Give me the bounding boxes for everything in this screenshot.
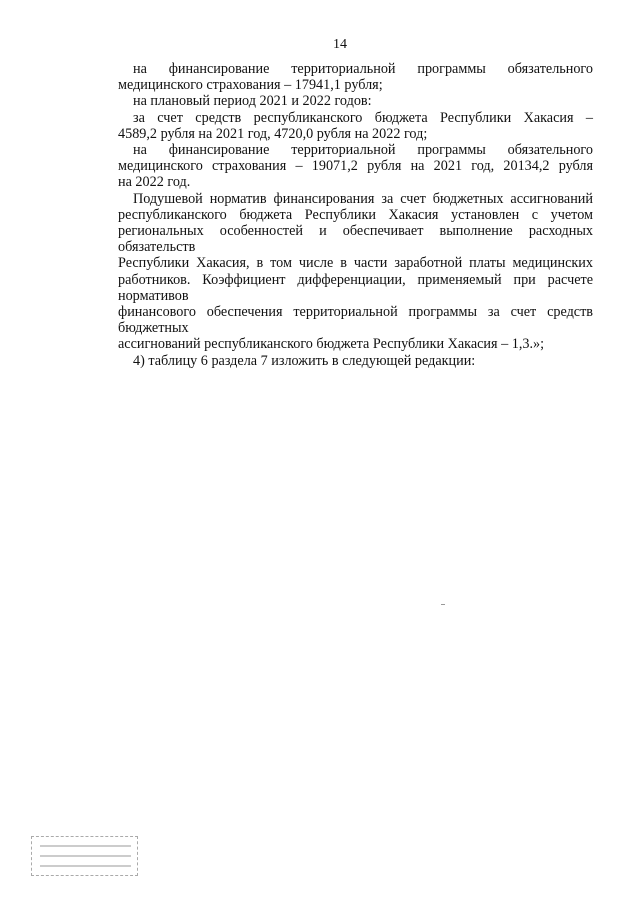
text-line: медицинского страхования – 17941,1 рубля;	[118, 77, 383, 94]
text-line: на финансирование территориальной программы обязательного	[133, 142, 593, 159]
text-line: республиканского бюджета Республики Хакасия установлен с учетом	[118, 206, 593, 223]
document-body	[118, 61, 593, 369]
text-line: Подушевой норматив финансирования за счет бюджетных ассигнований	[133, 190, 593, 207]
text-line: на плановый период 2021 и 2022 годов:	[133, 93, 372, 110]
text-line: 4) таблицу 6 раздела 7 изложить в следующей редакции:	[133, 352, 476, 369]
registration-stamp	[31, 836, 138, 876]
text-line: на 2022 год.	[118, 174, 191, 191]
text-line: медицинского страхования – 19071,2 рубля на 2021 год, 20134,2 рубля	[118, 158, 593, 175]
scan-speck	[441, 604, 445, 605]
text-line: региональных особенностей и обеспечивает выполнение расходных обязательств	[118, 223, 593, 256]
text-line: 4589,2 рубля на 2021 год, 4720,0 рубля на 2022 год;	[118, 125, 428, 142]
text-line: финансового обеспечения территориальной программы за счет средств бюджетных	[118, 304, 593, 337]
text-line: работников. Коэффициент дифференциации, применяемый при расчете нормативов	[118, 271, 593, 304]
text-line: на финансирование территориальной программы обязательного	[133, 61, 593, 77]
text-line: за счет средств республиканского бюджета Республики Хакасия –	[133, 109, 593, 126]
text-line: ассигнований республиканского бюджета Республики Хакасия – 1,3.»;	[118, 336, 545, 353]
page-number: 14	[333, 37, 347, 52]
text-line: Республики Хакасия, в том числе в части заработной платы медицинских	[118, 255, 593, 272]
